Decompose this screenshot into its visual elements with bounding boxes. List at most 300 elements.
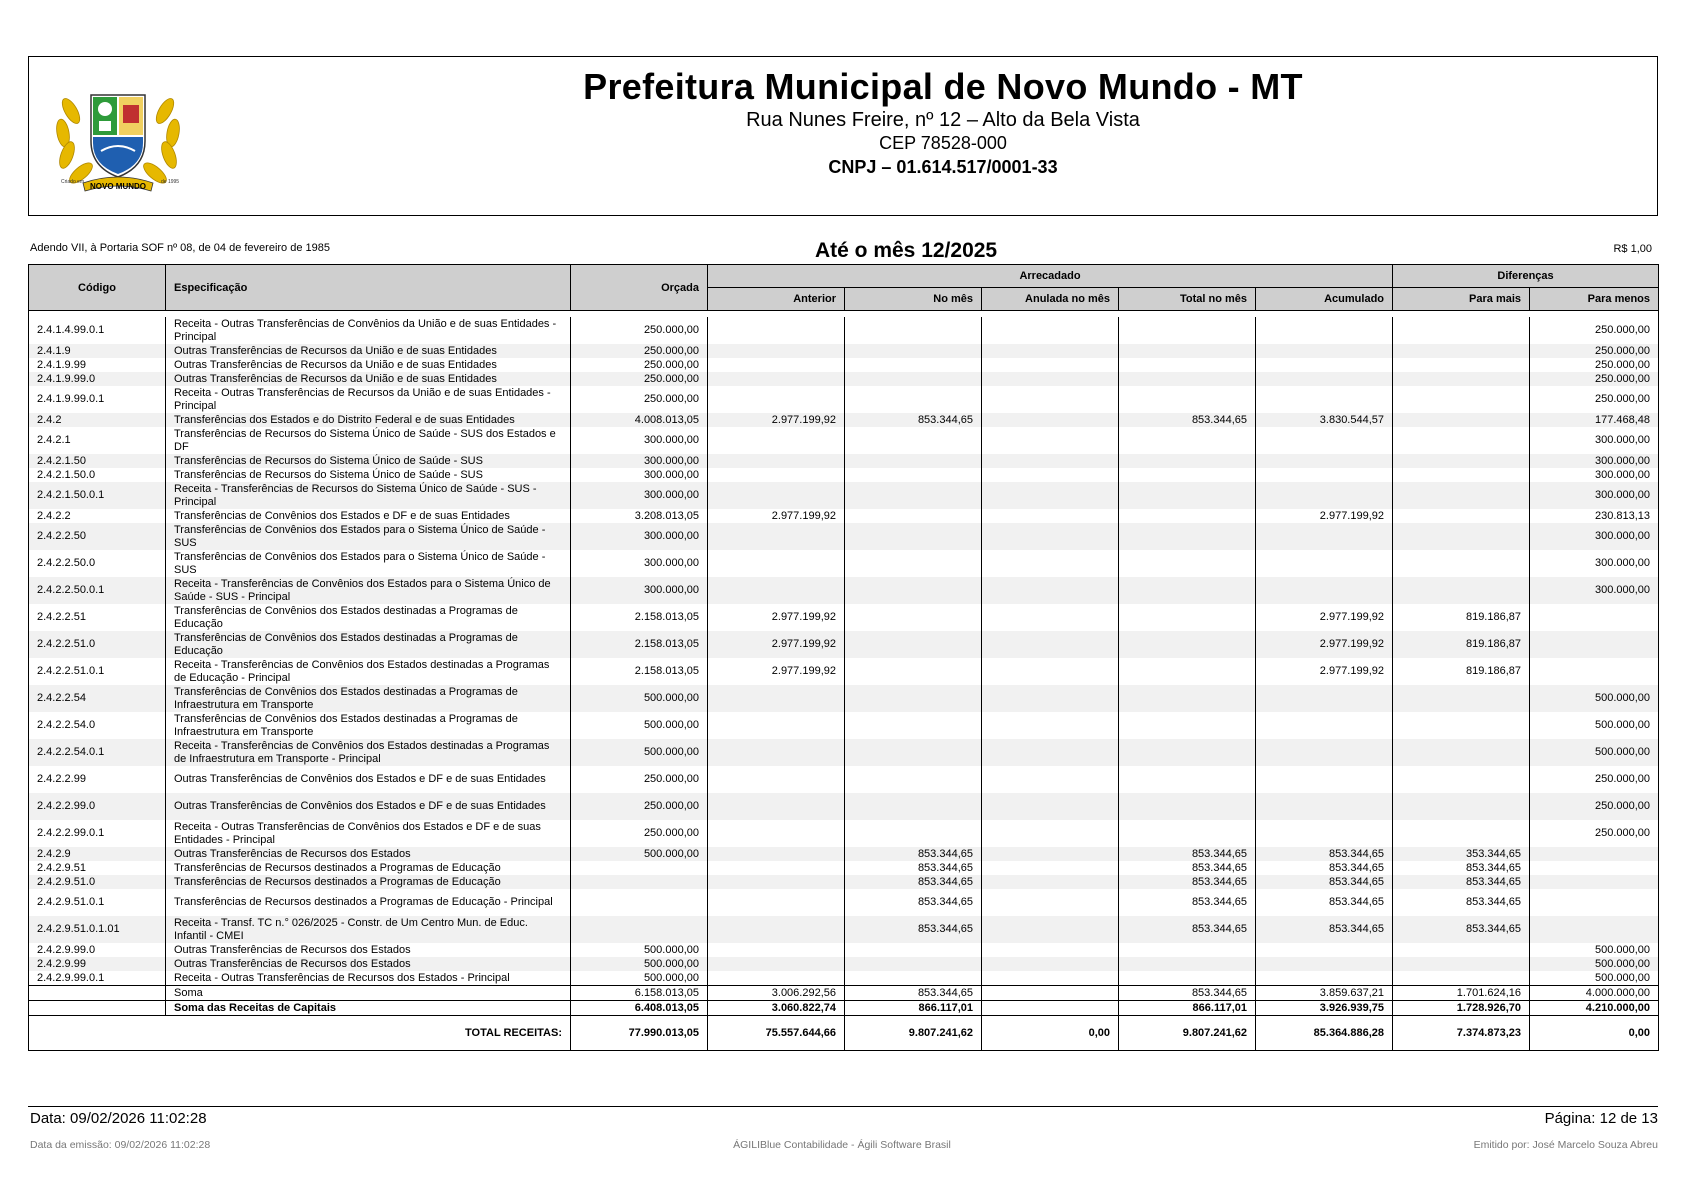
table-row (29, 957, 1659, 971)
cell-para-mais (1393, 943, 1530, 957)
cell-anulada (982, 358, 1119, 372)
cell-codigo: 2.4.2.1.50.0 (29, 468, 166, 482)
table-row (29, 317, 1659, 344)
col-header-para-menos: Para menos (1530, 288, 1659, 311)
cell-acumulado (1256, 957, 1393, 971)
cell-anulada (982, 739, 1119, 766)
cell-anterior (708, 889, 845, 916)
cell-acumulado (1256, 766, 1393, 793)
table-row (29, 550, 1659, 577)
cell-orcada: 500.000,00 (571, 943, 708, 957)
cell-para-mais (1393, 820, 1530, 847)
cell-para-menos (1530, 604, 1659, 631)
cell-no-mes (845, 739, 982, 766)
table-row (29, 631, 1659, 658)
table-row (29, 739, 1659, 766)
header-cnpj: CNPJ – 01.614.517/0001-33 (828, 157, 1058, 177)
cell-anulada (982, 820, 1119, 847)
cell-orcada: 300.000,00 (571, 454, 708, 468)
capital-sum-orcada: 6.408.013,05 (571, 1001, 708, 1016)
total-label: TOTAL RECEITAS: (29, 1016, 571, 1051)
cell-total (1119, 685, 1256, 712)
header-address: Rua Nunes Freire, nº 12 – Alto da Bela Vista (746, 109, 1140, 131)
cell-no-mes: 853.344,65 (845, 875, 982, 889)
total-anterior: 75.557.644,66 (708, 1016, 845, 1051)
table-row (29, 916, 1659, 943)
table-row (29, 454, 1659, 468)
cell-para-mais: 819.186,87 (1393, 604, 1530, 631)
cell-para-mais (1393, 454, 1530, 468)
col-header-anterior: Anterior (708, 288, 845, 311)
table-row (29, 712, 1659, 739)
table-row (29, 861, 1659, 875)
cell-especificacao: Transferências de Convênios dos Estados para o Sistema Único de Saúde - SUS (166, 523, 571, 550)
cell-codigo: 2.4.2.2.54.0.1 (29, 739, 166, 766)
municipal-coat-of-arms-logo (43, 71, 193, 201)
cell-acumulado (1256, 793, 1393, 820)
col-header-especificacao: Especificação (166, 265, 571, 311)
cell-especificacao: Receita - Outras Transferências de Convênios da União e de suas Entidades - Principal (166, 317, 571, 344)
cell-para-menos: 250.000,00 (1530, 766, 1659, 793)
total-menos: 0,00 (1530, 1016, 1659, 1051)
sum-menos: 4.000.000,00 (1530, 986, 1659, 1001)
cell-total (1119, 482, 1256, 509)
table-row (29, 943, 1659, 957)
cell-anterior: 2.977.199,92 (708, 658, 845, 685)
logo-right-text: de 1995 (161, 179, 180, 185)
cell-codigo: 2.4.2.9.51.0.1.01 (29, 916, 166, 943)
cell-no-mes (845, 820, 982, 847)
table-row (29, 358, 1659, 372)
cell-anulada (982, 889, 1119, 916)
cell-total: 853.344,65 (1119, 861, 1256, 875)
cell-total: 853.344,65 (1119, 413, 1256, 427)
cell-para-mais (1393, 317, 1530, 344)
cell-anulada (982, 847, 1119, 861)
cell-anulada (982, 454, 1119, 468)
cell-acumulado: 853.344,65 (1256, 861, 1393, 875)
cell-para-mais (1393, 482, 1530, 509)
cell-para-menos: 250.000,00 (1530, 358, 1659, 372)
col-header-codigo: Código (29, 265, 166, 311)
cell-no-mes (845, 523, 982, 550)
footer-emission-date: Data da emissão: 09/02/2026 11:02:28 (30, 1139, 211, 1151)
cell-no-mes (845, 317, 982, 344)
cell-para-mais (1393, 685, 1530, 712)
cell-anulada (982, 523, 1119, 550)
cell-acumulado (1256, 386, 1393, 413)
cell-total (1119, 766, 1256, 793)
cell-orcada: 500.000,00 (571, 957, 708, 971)
cell-acumulado: 2.977.199,92 (1256, 631, 1393, 658)
cell-para-menos (1530, 847, 1659, 861)
cell-anulada (982, 957, 1119, 971)
total-orcada: 77.990.013,05 (571, 1016, 708, 1051)
cell-acumulado (1256, 523, 1393, 550)
cell-especificacao: Receita - Transferências de Recursos do Sistema Único de Saúde - SUS - Principal (166, 482, 571, 509)
cell-orcada (571, 916, 708, 943)
cell-anterior (708, 820, 845, 847)
cell-orcada: 300.000,00 (571, 550, 708, 577)
cell-especificacao: Outras Transferências de Recursos dos Estados (166, 847, 571, 861)
cell-especificacao: Outras Transferências de Recursos da União e de suas Entidades (166, 358, 571, 372)
cell-acumulado: 853.344,65 (1256, 916, 1393, 943)
table-row (29, 509, 1659, 523)
table-row (29, 685, 1659, 712)
cell-para-menos: 300.000,00 (1530, 482, 1659, 509)
table-row (29, 344, 1659, 358)
cell-anulada (982, 550, 1119, 577)
cell-no-mes (845, 550, 982, 577)
cell-anterior (708, 454, 845, 468)
cell-para-menos: 177.468,48 (1530, 413, 1659, 427)
cell-anulada (982, 427, 1119, 454)
cell-especificacao: Transferências de Recursos destinados a Programas de Educação (166, 875, 571, 889)
cell-anterior (708, 971, 845, 986)
cell-anulada (982, 916, 1119, 943)
col-header-para-mais: Para mais (1393, 288, 1530, 311)
cell-para-menos: 500.000,00 (1530, 685, 1659, 712)
cell-anulada (982, 317, 1119, 344)
capital-sum-row (29, 1001, 1659, 1016)
cell-especificacao: Receita - Transferências de Convênios dos Estados destinadas a Programas de Infraestrutura em Transporte - Principal (166, 739, 571, 766)
table-row (29, 427, 1659, 454)
cell-especificacao: Transferências de Recursos do Sistema Único de Saúde - SUS (166, 468, 571, 482)
cell-no-mes (845, 685, 982, 712)
cell-codigo: 2.4.2.1 (29, 427, 166, 454)
cell-no-mes (845, 468, 982, 482)
table-row (29, 604, 1659, 631)
cell-anulada (982, 971, 1119, 986)
cell-codigo: 2.4.2.2.54.0 (29, 712, 166, 739)
cell-anulada (982, 861, 1119, 875)
cell-orcada: 250.000,00 (571, 386, 708, 413)
cell-anterior (708, 712, 845, 739)
cell-acumulado (1256, 468, 1393, 482)
cell-orcada: 250.000,00 (571, 358, 708, 372)
table-row (29, 793, 1659, 820)
cell-para-mais: 853.344,65 (1393, 861, 1530, 875)
cell-total (1119, 427, 1256, 454)
cell-codigo: 2.4.2.2.51.0.1 (29, 658, 166, 685)
cell-codigo: 2.4.2.9.99.0.1 (29, 971, 166, 986)
cell-no-mes (845, 971, 982, 986)
cell-anterior (708, 957, 845, 971)
cell-especificacao: Outras Transferências de Recursos dos Estados (166, 957, 571, 971)
table-row (29, 468, 1659, 482)
sum-label: Soma (166, 986, 571, 1001)
cell-orcada: 2.158.013,05 (571, 604, 708, 631)
cell-anulada (982, 712, 1119, 739)
cell-acumulado (1256, 577, 1393, 604)
cell-acumulado (1256, 317, 1393, 344)
cell-para-mais (1393, 957, 1530, 971)
cell-anterior (708, 875, 845, 889)
cell-anterior (708, 685, 845, 712)
cell-no-mes: 853.344,65 (845, 889, 982, 916)
cell-anulada (982, 793, 1119, 820)
cell-anulada (982, 766, 1119, 793)
cell-anterior (708, 739, 845, 766)
cell-anterior (708, 550, 845, 577)
cell-no-mes (845, 943, 982, 957)
cell-orcada: 500.000,00 (571, 847, 708, 861)
report-period: Até o mês 12/2025 (815, 239, 998, 262)
cell-anterior: 2.977.199,92 (708, 631, 845, 658)
cell-anterior (708, 482, 845, 509)
cell-para-mais (1393, 372, 1530, 386)
cell-anterior (708, 427, 845, 454)
cell-para-menos: 500.000,00 (1530, 712, 1659, 739)
total-acumulado: 85.364.886,28 (1256, 1016, 1393, 1051)
cell-no-mes (845, 344, 982, 358)
table-row (29, 413, 1659, 427)
header-text-block (229, 65, 1657, 180)
sum-anterior: 3.006.292,56 (708, 986, 845, 1001)
cell-codigo: 2.4.1.9 (29, 344, 166, 358)
cell-para-menos: 500.000,00 (1530, 739, 1659, 766)
cell-especificacao: Transferências de Convênios dos Estados para o Sistema Único de Saúde - SUS (166, 550, 571, 577)
col-header-total-mes: Total no mês (1119, 288, 1256, 311)
col-header-no-mes: No mês (845, 288, 982, 311)
cell-anulada (982, 509, 1119, 523)
cell-no-mes: 853.344,65 (845, 847, 982, 861)
cell-codigo: 2.4.2.9.51.0.1 (29, 889, 166, 916)
cell-acumulado: 853.344,65 (1256, 875, 1393, 889)
cell-para-mais: 819.186,87 (1393, 658, 1530, 685)
cell-especificacao: Receita - Outras Transferências de Recursos dos Estados - Principal (166, 971, 571, 986)
cell-orcada: 250.000,00 (571, 766, 708, 793)
cell-total (1119, 971, 1256, 986)
cell-acumulado: 2.977.199,92 (1256, 604, 1393, 631)
capital-sum-acumulado: 3.926.939,75 (1256, 1001, 1393, 1016)
cell-para-mais (1393, 468, 1530, 482)
cell-anterior (708, 847, 845, 861)
footer-software: ÁGILIBlue Contabilidade - Ágili Software Brasil (733, 1139, 951, 1151)
cell-para-menos: 500.000,00 (1530, 943, 1659, 957)
table-row (29, 889, 1659, 916)
cell-total (1119, 550, 1256, 577)
cell-orcada (571, 875, 708, 889)
cell-acumulado: 2.977.199,92 (1256, 658, 1393, 685)
cell-codigo: 2.4.2.2.51.0 (29, 631, 166, 658)
col-header-arrecadado: Arrecadado (708, 265, 1393, 288)
cell-codigo: 2.4.2.2.99.0.1 (29, 820, 166, 847)
cell-total (1119, 793, 1256, 820)
cell-total (1119, 317, 1256, 344)
cell-codigo: 2.4.1.4.99.0.1 (29, 317, 166, 344)
page-title: Prefeitura Municipal de Novo Mundo - MT (583, 66, 1303, 107)
cell-acumulado (1256, 454, 1393, 468)
cell-para-menos: 500.000,00 (1530, 971, 1659, 986)
cell-para-menos: 500.000,00 (1530, 957, 1659, 971)
cell-para-menos (1530, 916, 1659, 943)
revenue-table (28, 264, 1659, 1051)
cell-codigo: 2.4.2.2.50.0.1 (29, 577, 166, 604)
cell-para-mais: 853.344,65 (1393, 875, 1530, 889)
cell-especificacao: Transferências de Convênios dos Estados destinadas a Programas de Educação (166, 604, 571, 631)
cell-total: 853.344,65 (1119, 916, 1256, 943)
table-row (29, 577, 1659, 604)
cell-para-menos: 250.000,00 (1530, 317, 1659, 344)
cell-codigo: 2.4.2.2.99 (29, 766, 166, 793)
cell-para-menos: 300.000,00 (1530, 427, 1659, 454)
capital-sum-menos: 4.210.000,00 (1530, 1001, 1659, 1016)
footer-date: Data: 09/02/2026 11:02:28 (30, 1110, 207, 1127)
table-body (29, 311, 1659, 986)
cell-para-menos (1530, 658, 1659, 685)
cell-orcada: 300.000,00 (571, 468, 708, 482)
cell-acumulado (1256, 712, 1393, 739)
cell-no-mes (845, 577, 982, 604)
col-header-diferencas: Diferenças (1393, 265, 1659, 288)
cell-no-mes (845, 482, 982, 509)
cell-especificacao: Outras Transferências de Recursos da União e de suas Entidades (166, 372, 571, 386)
cell-orcada: 250.000,00 (571, 317, 708, 344)
cell-acumulado (1256, 943, 1393, 957)
sum-anulada (982, 986, 1119, 1001)
capital-sum-no-mes: 866.117,01 (845, 1001, 982, 1016)
cell-orcada: 500.000,00 (571, 685, 708, 712)
cell-anulada (982, 875, 1119, 889)
cell-para-mais (1393, 358, 1530, 372)
capital-sum-anulada (982, 1001, 1119, 1016)
cell-para-menos: 250.000,00 (1530, 344, 1659, 358)
capital-sum-label: Soma das Receitas de Capitais (166, 1001, 571, 1016)
cell-anterior (708, 344, 845, 358)
cell-acumulado: 2.977.199,92 (1256, 509, 1393, 523)
cell-especificacao: Outras Transferências de Convênios dos Estados e DF e de suas Entidades (166, 793, 571, 820)
table-totals (29, 986, 1659, 1051)
cell-anulada (982, 372, 1119, 386)
cell-acumulado (1256, 372, 1393, 386)
cell-para-mais: 819.186,87 (1393, 631, 1530, 658)
cell-anterior (708, 358, 845, 372)
cell-anulada (982, 685, 1119, 712)
table-row (29, 847, 1659, 861)
cell-total (1119, 957, 1256, 971)
cell-especificacao: Transferências dos Estados e do Distrito Federal e de suas Entidades (166, 413, 571, 427)
cell-orcada: 2.158.013,05 (571, 658, 708, 685)
cell-total: 853.344,65 (1119, 847, 1256, 861)
cell-para-mais (1393, 427, 1530, 454)
cell-para-mais: 853.344,65 (1393, 889, 1530, 916)
cell-anulada (982, 468, 1119, 482)
cell-especificacao: Transferências de Recursos destinados a Programas de Educação - Principal (166, 889, 571, 916)
cell-total (1119, 386, 1256, 413)
cell-especificacao: Receita - Transferências de Convênios dos Estados destinadas a Programas de Educação - Principal (166, 658, 571, 685)
cell-no-mes (845, 658, 982, 685)
cell-total (1119, 344, 1256, 358)
cell-orcada (571, 889, 708, 916)
cell-especificacao: Outras Transferências de Convênios dos Estados e DF e de suas Entidades (166, 766, 571, 793)
cell-codigo: 2.4.1.9.99.0.1 (29, 386, 166, 413)
cell-para-menos: 250.000,00 (1530, 820, 1659, 847)
cell-anterior (708, 577, 845, 604)
cell-anterior (708, 861, 845, 875)
cell-para-mais: 853.344,65 (1393, 916, 1530, 943)
cell-orcada: 4.008.013,05 (571, 413, 708, 427)
cell-para-mais (1393, 971, 1530, 986)
cell-para-menos: 300.000,00 (1530, 454, 1659, 468)
cell-para-menos: 250.000,00 (1530, 372, 1659, 386)
cell-no-mes (845, 358, 982, 372)
cell-no-mes (845, 386, 982, 413)
cell-para-mais (1393, 793, 1530, 820)
table-row (29, 482, 1659, 509)
cell-codigo: 2.4.2.1.50 (29, 454, 166, 468)
cell-anulada (982, 386, 1119, 413)
cell-total (1119, 509, 1256, 523)
cell-orcada: 500.000,00 (571, 712, 708, 739)
sum-acumulado: 3.859.637,21 (1256, 986, 1393, 1001)
cell-especificacao: Transferências de Recursos do Sistema Único de Saúde - SUS dos Estados e DF (166, 427, 571, 454)
cell-para-menos: 250.000,00 (1530, 386, 1659, 413)
cell-para-mais (1393, 577, 1530, 604)
cell-orcada: 2.158.013,05 (571, 631, 708, 658)
cell-acumulado (1256, 482, 1393, 509)
cell-orcada: 500.000,00 (571, 971, 708, 986)
cell-no-mes (845, 372, 982, 386)
table-row (29, 820, 1659, 847)
cell-acumulado (1256, 358, 1393, 372)
cell-anulada (982, 604, 1119, 631)
cell-para-menos: 300.000,00 (1530, 523, 1659, 550)
cell-orcada: 250.000,00 (571, 344, 708, 358)
cell-anulada (982, 631, 1119, 658)
cell-anulada (982, 577, 1119, 604)
cell-acumulado (1256, 685, 1393, 712)
cell-total (1119, 372, 1256, 386)
cell-especificacao: Receita - Transferências de Convênios dos Estados para o Sistema Único de Saúde - SUS - Principal (166, 577, 571, 604)
cell-anulada (982, 482, 1119, 509)
cell-anulada (982, 413, 1119, 427)
cell-anterior (708, 468, 845, 482)
cell-especificacao: Receita - Outras Transferências de Recursos da União e de suas Entidades - Principal (166, 386, 571, 413)
capital-sum-anterior: 3.060.822,74 (708, 1001, 845, 1016)
cell-no-mes (845, 604, 982, 631)
col-header-anulada: Anulada no mês (982, 288, 1119, 311)
cell-total: 853.344,65 (1119, 889, 1256, 916)
cell-orcada: 250.000,00 (571, 820, 708, 847)
cell-para-menos (1530, 875, 1659, 889)
sum-mais: 1.701.624,16 (1393, 986, 1530, 1001)
cell-para-mais (1393, 550, 1530, 577)
cell-especificacao: Transferências de Recursos destinados a Programas de Educação (166, 861, 571, 875)
sum-total: 853.344,65 (1119, 986, 1256, 1001)
cell-anterior (708, 386, 845, 413)
cell-anterior (708, 317, 845, 344)
cell-total (1119, 712, 1256, 739)
capital-sum-mais: 1.728.926,70 (1393, 1001, 1530, 1016)
cell-acumulado (1256, 739, 1393, 766)
cell-especificacao: Transferências de Convênios dos Estados destinadas a Programas de Educação (166, 631, 571, 658)
cell-para-mais (1393, 344, 1530, 358)
cell-especificacao: Transferências de Convênios dos Estados destinadas a Programas de Infraestrutura em Transporte (166, 712, 571, 739)
table-row (29, 523, 1659, 550)
cell-codigo: 2.4.1.9.99.0 (29, 372, 166, 386)
footer-divider (28, 1106, 1658, 1107)
footer-page-number: Página: 12 de 13 (1544, 1110, 1658, 1127)
cell-no-mes (845, 793, 982, 820)
cell-para-mais (1393, 739, 1530, 766)
cell-codigo: 2.4.2.2.51 (29, 604, 166, 631)
cell-para-menos (1530, 631, 1659, 658)
cell-anterior (708, 372, 845, 386)
cell-acumulado: 853.344,65 (1256, 847, 1393, 861)
cell-para-mais (1393, 766, 1530, 793)
cell-codigo: 2.4.2.9 (29, 847, 166, 861)
